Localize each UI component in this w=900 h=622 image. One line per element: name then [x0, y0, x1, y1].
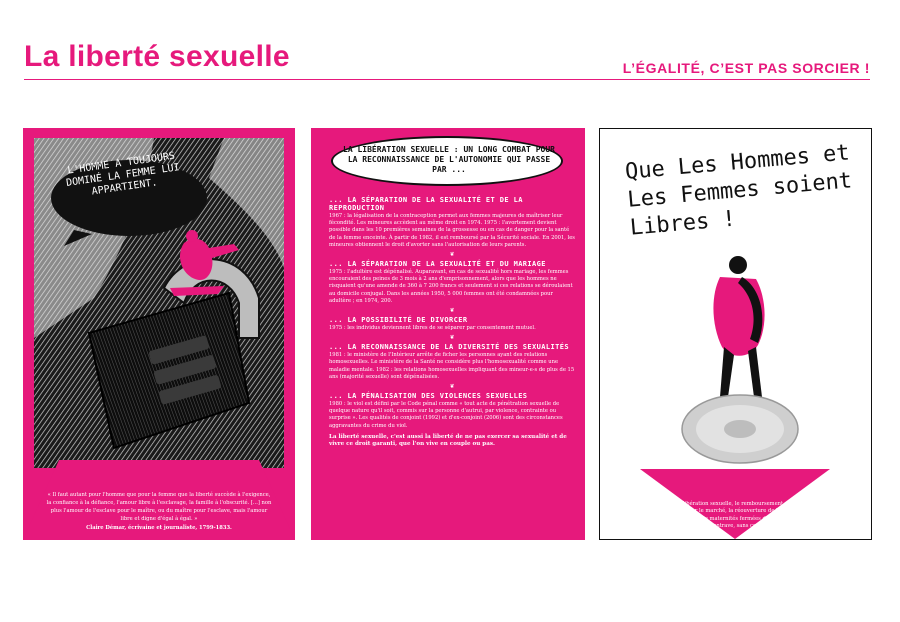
section-text: 1981 : le ministère de l'Intérieur arrête de ficher les personnes ayant des relations homosexuelles. Le ministère de la Santé ne considère plus l'homosexualité comme une maladie mentale. 1982 : les relations homosexuelles impliquant des mineur-e-s de plus de 15 ans (majorité sexuelle) sont dépénalisées.	[329, 352, 575, 380]
page-title: La liberté sexuelle	[24, 40, 290, 73]
poster-padlock-quote	[45, 491, 273, 532]
flower-ornament-icon: ❦	[449, 307, 455, 315]
section-heading: ... LA POSSIBILITÉ DE DIVORCER	[329, 316, 468, 325]
flower-ornament-icon: ❦	[449, 383, 455, 391]
header-divider	[24, 79, 870, 80]
couple-on-condom-illustration	[680, 247, 800, 467]
section-text: 1980 : le viol est défini par le Code pénal comme « tout acte de pénétration sexuelle de quelque nature qu'il soit, commis sur la personne d'autrui, par violence, contrainte ou surprise ». Les qualités de conjoint (1992) et d'ex-conjoint (2006) sont des circonstances aggravantes du crime du viol.	[329, 401, 563, 429]
section-text: 1967 : la légalisation de la contraception permet aux femmes majeures de maîtriser leur fécondité. Les mineures accèdent au même droit en 1974. 1975 : l'avortement devient possible dans les 10 premières semaines de la grossesse ou en cas de danger pour la santé de la femme enceinte. À partir de 1982, il est remboursé par la Sécurité sociale. En 2001, les mineures obtiennent le droit d'avorter sans l'autorisation de leurs parents.	[329, 213, 575, 248]
section-heading: ... LA PÉNALISATION DES VIOLENCES SEXUELLES	[329, 392, 528, 401]
page-tagline: L’ÉGALITÉ, C’EST PAS SORCIER !	[622, 60, 870, 76]
section-heading: ... LA SÉPARATION DE LA SEXUALITÉ ET DU MARIAGE	[329, 260, 546, 269]
flower-ornament-icon: ❦	[449, 251, 455, 259]
flower-ornament-icon: ❦	[449, 334, 455, 342]
poster-padlock-illustration	[34, 138, 284, 468]
poster-padlock	[23, 128, 295, 540]
section-heading: ... LA SÉPARATION DE LA SEXUALITÉ ET DE LA REPRODUCTION	[329, 196, 523, 212]
poster-timeline-bubble-text: LA LIBÉRATION SEXUELLE : UN LONG COMBAT POUR LA RECONNAISSANCE DE L'AUTONOMIE QUI PASSE PAR ...	[343, 145, 555, 174]
section-heading: ... LA RECONNAISSANCE DE LA DIVERSITÉ DES SEXUALITÉS	[329, 343, 569, 352]
poster-timeline	[311, 128, 585, 540]
poster-timeline-body	[329, 196, 575, 454]
section-text: 1975 : l'adultère est dépénalisé. Auparavant, en cas de sexualité hors mariage, les femmes encouraient des peines de 3 mois à 2 ans d'emprisonnement, alors que les hommes ne risquaient qu'une amende de 360 à 7 200 francs et seulement si ces relations se déroulaient au domicile conjugal. Dans les années 1950, 5 000 femmes ont été condamnées pour adultère ; en 1974, 200.	[329, 269, 573, 304]
poster-slogan-text: 25 ans après la libération sexuelle, le remboursement de tous les moyens contraceptifs mis sur le marché, la réouverture de la centaine de centres IVG et de la centaine de maternités fermées depuis 2007 ; la liberté de vivre sa sexualité, sans entrave, sans contrainte ni discrimination.	[641, 500, 835, 530]
poster-slogan	[599, 128, 872, 540]
poster-slogan-headline: Que Les Hommes et Les Femmes soient Libres !	[624, 140, 854, 241]
section-text: 1975 : les individus deviennent libres de se séparer par consentement mutuel.	[329, 325, 536, 332]
poster-padlock-quote-text: « Il faut autant pour l'homme que pour la femme que la liberté succède à l'exigence, la confiance à la défiance, l'amour libre à l'esclavage, la famille à l'obscurité. [...] non plus l'amour de l'esclave pour le maître, ou du maître pour l'esclave, mais l'amour libre et digne d'égal à égal. »	[46, 492, 272, 522]
poster-timeline-footer: La liberté sexuelle, c'est aussi la liberté de ne pas exercer sa sexualité et de vivre ce droit garanti, que l'on vive en couple ou pas.	[329, 433, 567, 448]
poster-padlock-bubble: L'HOMME A TOUJOURS DOMINÉ LA FEMME LUI APPARTIENT.	[65, 150, 181, 198]
poster-padlock-quote-author: Claire Démar, écrivaine et journaliste, 1799-1833.	[86, 525, 232, 531]
